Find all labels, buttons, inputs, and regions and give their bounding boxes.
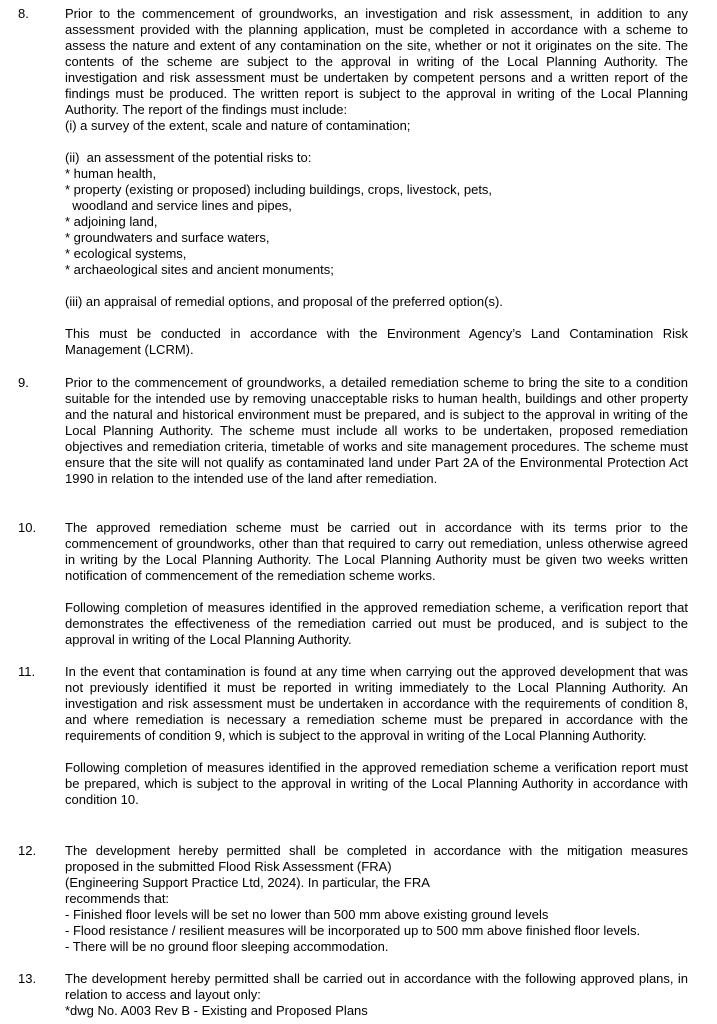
risk-item: * archaeological sites and ancient monuments; bbox=[65, 262, 334, 277]
condition-body bbox=[65, 375, 688, 487]
condition-body bbox=[65, 664, 688, 808]
fra-line: - Flood resistance / resilient measures will be incorporated up to 500 mm above finished floor levels. bbox=[65, 923, 641, 938]
condition-number: 9. bbox=[18, 375, 29, 390]
risk-item: * groundwaters and surface waters, bbox=[65, 230, 270, 245]
condition-paragraph: Following completion of measures identified in the approved remediation scheme, a verification report that demonstrates the effectiveness of the remediation carried out must be produced, and is subject to the approval in writing of the Local Planning Authority. bbox=[65, 600, 688, 647]
condition-body bbox=[65, 843, 688, 955]
condition-number: 10. bbox=[18, 520, 37, 535]
condition-paragraph: Prior to the commencement of groundworks, a detailed remediation scheme to bring the site to a condition suitable for the intended use by removing unacceptable risks to human health, buildings and other property and the natural and historical environment must be prepared, and is subject to the approval in writing of the Local Planning Authority. The scheme must include all works to be undertaken, proposed remediation objectives and remediation criteria, timetable of works and site management procedures. The scheme must ensure that the site will not qualify as contaminated land under Part 2A of the Environmental Protection Act 1990 in relation to the intended use of the land after remediation. bbox=[65, 375, 688, 486]
fra-line: - There will be no ground floor sleeping accommodation. bbox=[65, 939, 389, 954]
condition-body bbox=[65, 971, 688, 1019]
risk-item: * adjoining land, bbox=[65, 214, 158, 229]
condition-number: 8. bbox=[18, 6, 29, 21]
plan-line: *dwg No. A003 Rev B - Existing and Proposed Plans bbox=[65, 1003, 368, 1018]
risk-item: woodland and service lines and pipes, bbox=[65, 198, 292, 213]
risk-item: * human health, bbox=[65, 166, 157, 181]
condition-paragraph: This must be conducted in accordance with the Environment Agency’s Land Contamination Risk Management (LCRM). bbox=[65, 326, 688, 357]
condition-paragraph: Prior to the commencement of groundworks, an investigation and risk assessment, in addition to any assessment provided with the planning application, must be completed in accordance with a scheme to assess the nature and extent of any contamination on the site, whether or not it originates on the site. The contents of the scheme are subject to the approval in writing of the Local Planning Authority. The investigation and risk assessment must be undertaken by competent persons and a written report of the findings must be produced. The written report is subject to the approval in writing of the Local Planning Authority. The report of the findings must include: bbox=[65, 6, 688, 117]
risk-item: * ecological systems, bbox=[65, 246, 187, 261]
condition-body bbox=[65, 6, 688, 358]
fra-line: recommends that: bbox=[65, 891, 170, 906]
fra-line: (Engineering Support Practice Ltd, 2024). In particular, the FRA bbox=[65, 875, 430, 890]
condition-paragraph: The development hereby permitted shall be carried out in accordance with the following approved plans, in relation to access and layout only: bbox=[65, 971, 688, 1002]
list-item: (i) a survey of the extent, scale and nature of contamination; bbox=[65, 118, 411, 133]
fra-line: - Finished floor levels will be set no lower than 500 mm above existing ground levels bbox=[65, 907, 549, 922]
list-item: (iii) an appraisal of remedial options, and proposal of the preferred option(s). bbox=[65, 294, 503, 309]
risk-item: * property (existing or proposed) including buildings, crops, livestock, pets, bbox=[65, 182, 493, 197]
list-item: (ii) an assessment of the potential risks to: bbox=[65, 150, 312, 165]
condition-number: 13. bbox=[18, 971, 37, 986]
condition-paragraph: In the event that contamination is found at any time when carrying out the approved development that was not previously identified it must be reported in writing immediately to the Local Planning Authority. An investigation and risk assessment must be undertaken in accordance with the requirements of condition 8, and where remediation is necessary a remediation scheme must be prepared in accordance with the requirements of condition 9, which is subject to the approval in writing of the Local Planning Authority. bbox=[65, 664, 688, 743]
condition-paragraph: The approved remediation scheme must be carried out in accordance with its terms prior to the commencement of groundworks, other than that required to carry out remediation, unless otherwise agreed in writing by the Local Planning Authority. The Local Planning Authority must be given two weeks written notification of commencement of the remediation scheme works. bbox=[65, 520, 688, 583]
condition-number: 11. bbox=[18, 664, 36, 679]
condition-number: 12. bbox=[18, 843, 37, 858]
condition-paragraph: The development hereby permitted shall be completed in accordance with the mitigation measures proposed in the submitted Flood Risk Assessment (FRA) bbox=[65, 843, 688, 874]
condition-body bbox=[65, 520, 688, 648]
condition-paragraph: Following completion of measures identified in the approved remediation scheme a verification report must be prepared, which is subject to the approval in writing of the Local Planning Authority in accordance with condition 10. bbox=[65, 760, 688, 807]
